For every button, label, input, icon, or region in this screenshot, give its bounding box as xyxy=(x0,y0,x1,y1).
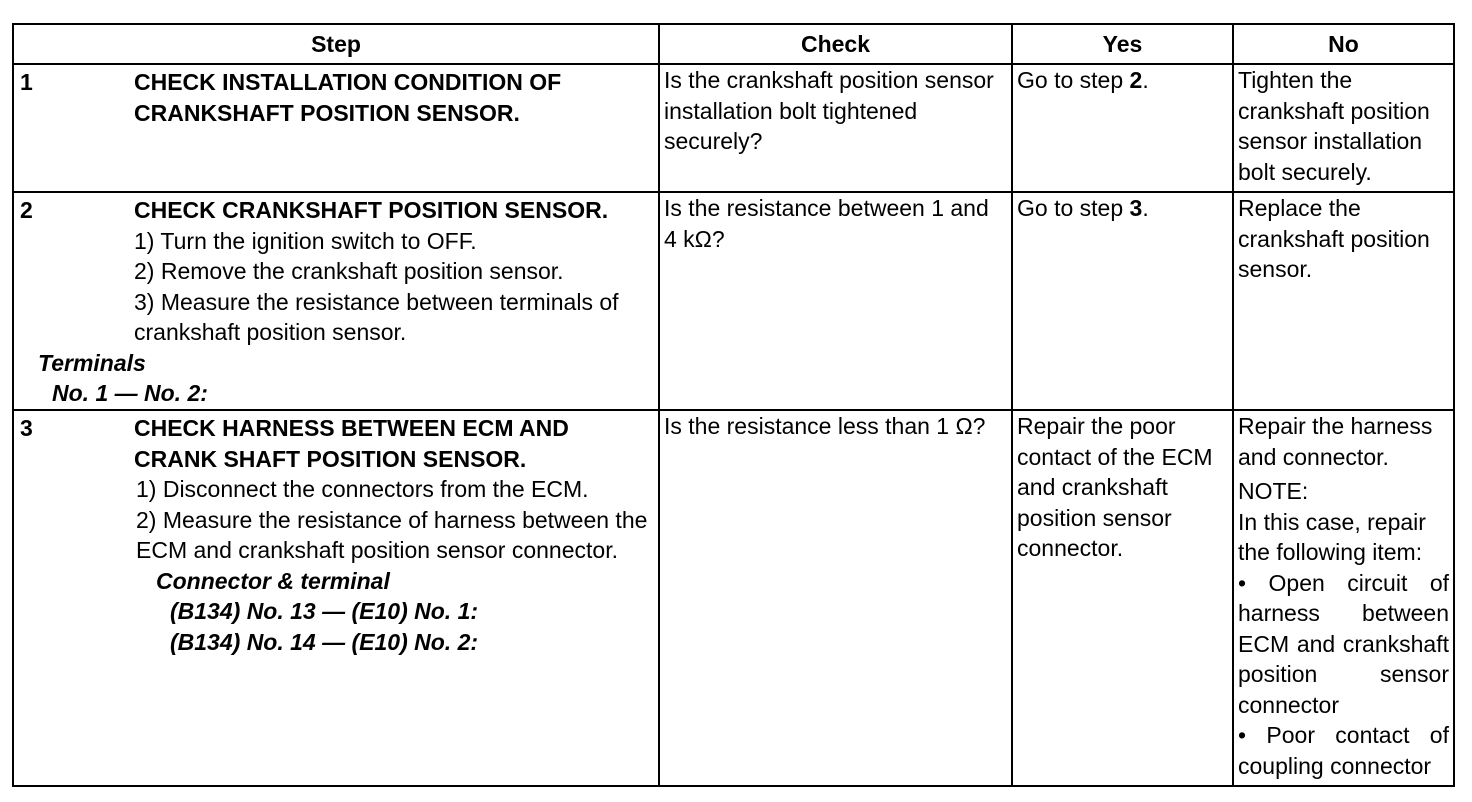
spec-heading: Connector & terminal xyxy=(156,567,390,594)
spec-heading: Terminals xyxy=(38,349,146,376)
note-item: • Open circuit of harness between ECM and crankshaft position sensor connector xyxy=(1238,569,1449,718)
yes-cell xyxy=(1012,64,1233,192)
table-row xyxy=(13,192,1454,410)
no-cell: Replace the crankshaft position sensor. xyxy=(1233,192,1454,410)
yes-suffix: . xyxy=(1142,195,1149,221)
diagnostic-table xyxy=(12,23,1455,787)
step-cell xyxy=(13,410,659,786)
header-yes: Yes xyxy=(1012,24,1233,64)
step-number: 3 xyxy=(20,415,33,441)
header-check: Check xyxy=(659,24,1012,64)
substep: 2) Remove the crankshaft position sensor. xyxy=(134,258,564,284)
check-cell: Is the crankshaft position sensor installation bolt tightened securely? xyxy=(659,64,1012,192)
header-no: No xyxy=(1233,24,1454,64)
substep: 2) Measure the resistance of harness between the ECM and crankshaft position sensor connector. xyxy=(136,506,648,563)
spec-value: No. 1 — No. 2: xyxy=(52,380,208,406)
spec-value: (B134) No. 14 — (E10) No. 2: xyxy=(170,628,479,655)
step-title: CHECK CRANKSHAFT POSITION SENSOR. xyxy=(134,197,609,223)
yes-step-ref: 3 xyxy=(1129,195,1143,221)
check-cell: Is the resistance between 1 and 4 kΩ? xyxy=(659,192,1012,410)
table-row xyxy=(13,64,1454,192)
yes-cell xyxy=(1012,192,1233,410)
header-step: Step xyxy=(13,24,659,64)
substep: 3) Measure the resistance between terminals of crankshaft position sensor. xyxy=(134,288,619,345)
note-label: NOTE: xyxy=(1238,478,1309,504)
no-text: Repair the harness and connector. xyxy=(1238,413,1433,470)
substep: 1) Turn the ignition switch to OFF. xyxy=(134,227,477,254)
note-intro: In this case, repair the following item: xyxy=(1238,508,1426,565)
table-row xyxy=(13,410,1454,786)
no-cell: Tighten the crankshaft position sensor installation bolt securely. xyxy=(1233,64,1454,192)
step-cell xyxy=(13,192,659,410)
step-title: CHECK INSTALLATION CONDITION OF CRANKSHAFT POSITION SENSOR. xyxy=(134,69,562,126)
header-row xyxy=(13,24,1454,64)
step-cell xyxy=(13,64,659,192)
step-title: CHECK HARNESS BETWEEN ECM AND CRANK SHAFT POSITION SENSOR. xyxy=(134,415,569,472)
substep: 1) Disconnect the connectors from the ECM. xyxy=(136,476,589,502)
yes-suffix: . xyxy=(1142,67,1149,93)
no-cell xyxy=(1233,410,1454,786)
check-cell: Is the resistance less than 1 Ω? xyxy=(659,410,1012,786)
yes-cell: Repair the poor contact of the ECM and crankshaft position sensor connector. xyxy=(1012,410,1233,786)
step-number: 2 xyxy=(20,197,33,223)
yes-text: Go to step xyxy=(1017,67,1130,93)
yes-text: Go to step xyxy=(1017,195,1130,221)
note-item: • Poor contact of coupling connector xyxy=(1238,722,1449,779)
step-number: 1 xyxy=(20,69,33,95)
spec-value: (B134) No. 13 — (E10) No. 1: xyxy=(170,598,479,624)
yes-step-ref: 2 xyxy=(1129,67,1143,93)
